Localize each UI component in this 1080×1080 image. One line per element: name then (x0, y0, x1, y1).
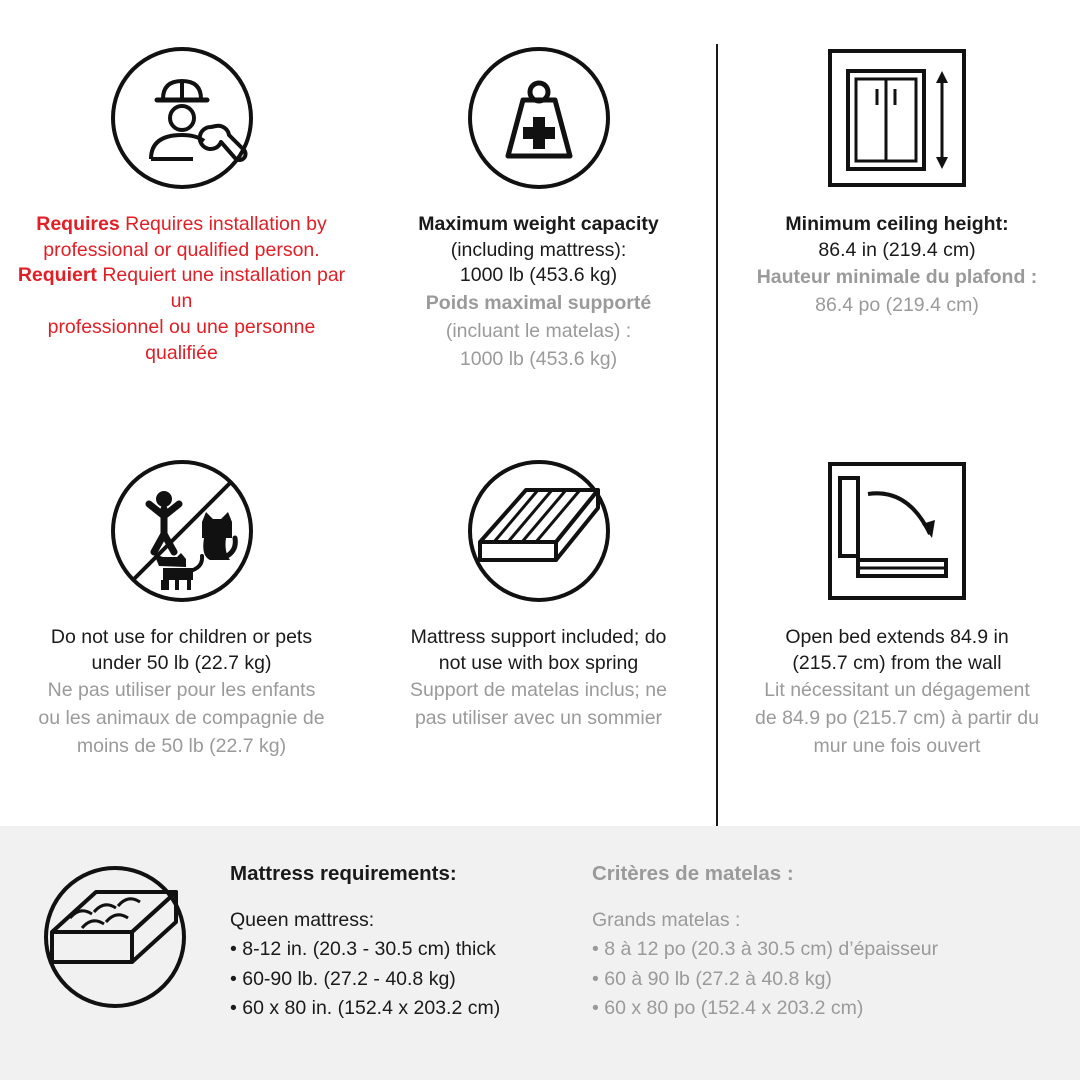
caption-line: (215.7 cm) from the wall (792, 651, 1002, 674)
caption-line: 86.4 po (219.4 cm) (815, 294, 979, 317)
caption-line: Support de matelas inclus; ne (410, 679, 667, 702)
feature-caption-weight-capacity (418, 212, 659, 372)
feature-caption-installation-en (14, 212, 349, 366)
mattress-requirements-band (0, 826, 1080, 1080)
caption-line: Ne pas utiliser pour les enfants (47, 679, 316, 702)
mattress-icon (0, 826, 230, 1012)
band-title-en: Mattress requirements: (230, 862, 457, 885)
caption-line: Requiert une installation par un (102, 264, 346, 313)
caption-line: pas utiliser avec un sommier (414, 707, 663, 730)
feature-cell-weight-capacity (363, 0, 714, 413)
band-body-en (230, 906, 592, 1023)
caption-line: qualifiée (145, 341, 218, 364)
feature-cell-no-children-pets (0, 413, 363, 826)
caption-line: Requires installation by (125, 213, 327, 235)
caption-lead-fr: Requiert (17, 264, 97, 287)
feature-cell-mattress-support (363, 413, 714, 826)
band-bullet: • 8-12 in. (20.3 - 30.5 cm) thick (230, 938, 496, 961)
band-body-fr (592, 906, 1022, 1023)
feature-caption-ceiling-height (757, 212, 1038, 319)
feature-cell-bed-clearance (714, 413, 1080, 826)
band-title-fr: Critères de matelas : (592, 862, 794, 885)
weight-plus-icon (464, 28, 614, 208)
caption-line: under 50 lb (22.7 kg) (91, 651, 272, 674)
band-bullet: • 60 x 80 po (152.4 x 203.2 cm) (592, 996, 864, 1019)
ceiling-height-door-arrow-icon (822, 28, 972, 208)
caption-lead-en: Requires (36, 213, 120, 235)
feature-caption-mattress-support (410, 625, 667, 732)
band-bullet: • 60 à 90 lb (27.2 à 40.8 kg) (592, 967, 832, 990)
caption-line: Lit nécessitant un dégagement (764, 679, 1030, 702)
caption-line: (including mattress): (450, 238, 627, 261)
caption-line: not use with box spring (438, 651, 639, 674)
caption-line: Hauteur minimale du plafond : (756, 266, 1038, 289)
caption-line: de 84.9 po (215.7 cm) à partir du (755, 707, 1039, 730)
mattress-requirements-en (230, 826, 592, 1023)
band-bullet: • 60 x 80 in. (152.4 x 203.2 cm) (230, 996, 501, 1019)
caption-line: Poids maximal supporté (425, 292, 652, 315)
caption-line: moins de 50 lb (22.7 kg) (76, 734, 287, 757)
feature-caption-no-children-pets (38, 625, 324, 760)
no-children-or-pets-icon (107, 441, 257, 621)
band-bullet: • 8 à 12 po (20.3 à 30.5 cm) d’épaisseur (592, 938, 939, 961)
caption-line: ou les animaux de compagnie de (38, 707, 325, 730)
caption-line: mur une fois ouvert (813, 734, 981, 757)
mattress-support-slats-icon (464, 441, 614, 621)
column-divider (716, 44, 718, 826)
caption-line: Mattress support included; do (410, 626, 667, 648)
caption-line: 86.4 in (219.4 cm) (818, 238, 976, 261)
caption-line: professional or qualified person. (43, 238, 320, 261)
caption-line: Open bed extends 84.9 in (785, 626, 1009, 648)
feature-caption-bed-clearance (755, 625, 1039, 760)
band-subtitle-fr: Grands matelas : (592, 909, 741, 931)
caption-line: professionnel ou une personne (47, 315, 316, 338)
feature-cell-ceiling-height (714, 0, 1080, 413)
caption-line: (incluant le matelas) : (445, 319, 632, 342)
band-subtitle-en: Queen mattress: (230, 909, 375, 931)
band-bullet: • 60-90 lb. (27.2 - 40.8 kg) (230, 967, 456, 990)
caption-line: 1000 lb (453.6 kg) (459, 264, 618, 287)
caption-line: 1000 lb (453.6 kg) (459, 347, 618, 370)
caption-line: Minimum ceiling height: (785, 213, 1009, 235)
feature-cell-installation (0, 0, 363, 413)
open-bed-wall-clearance-icon (822, 441, 972, 621)
installer-hardhat-wrench-icon (107, 28, 257, 208)
caption-line: Do not use for children or pets (50, 626, 313, 648)
caption-line: Maximum weight capacity (418, 213, 659, 235)
mattress-requirements-fr (592, 826, 1022, 1023)
